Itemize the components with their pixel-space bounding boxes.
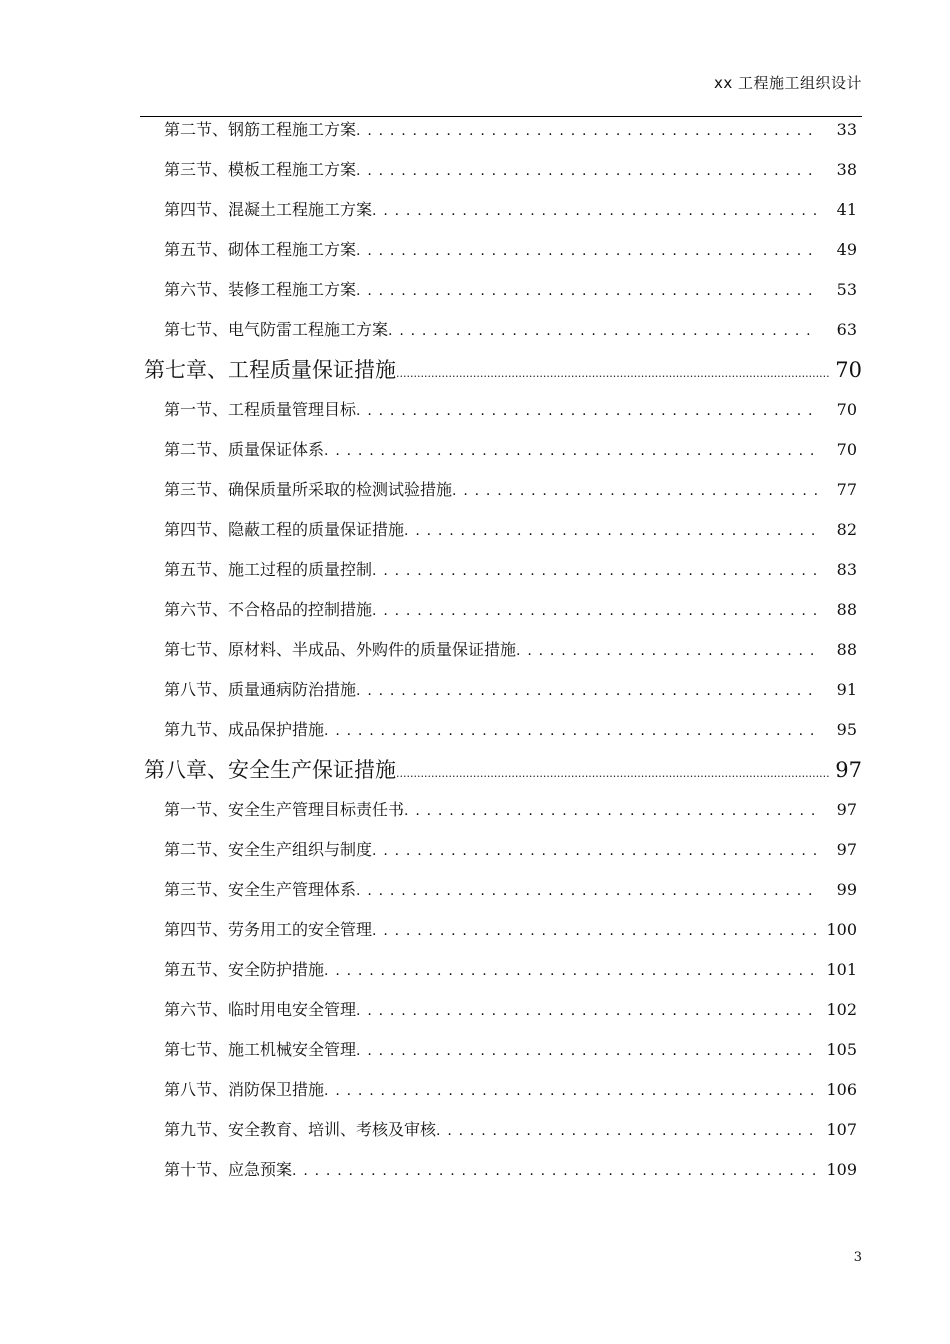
toc-section-entry[interactable]	[144, 675, 862, 715]
toc-entry-label: 第四节、混凝土工程施工方案	[164, 200, 373, 219]
toc-entry-label: 第二节、钢筋工程施工方案	[164, 120, 357, 139]
toc-entry-page: 88	[836, 640, 857, 659]
toc-entry-label: 第八章、安全生产保证措施	[144, 758, 396, 782]
toc-section-entry[interactable]	[144, 555, 862, 595]
toc-entry-page: 83	[836, 560, 857, 579]
toc-dot-leader	[372, 835, 817, 866]
toc-section-entry[interactable]	[144, 955, 862, 995]
toc-entry-page: 106	[826, 1080, 857, 1099]
toc-dot-leader	[388, 315, 817, 346]
toc-dot-leader	[404, 515, 817, 546]
toc-entry-page: 33	[836, 120, 857, 139]
toc-entry-label: 第二节、质量保证体系	[164, 440, 325, 459]
toc-entry-label: 第二节、安全生产组织与制度	[164, 840, 373, 859]
toc-section-entry[interactable]	[144, 195, 862, 235]
toc-entry-label: 第四节、劳务用工的安全管理	[164, 920, 373, 939]
page-number: 3	[853, 1250, 862, 1265]
toc-entry-label: 第三节、安全生产管理体系	[164, 880, 357, 899]
toc-dot-leader	[372, 195, 817, 226]
toc-entry-page: 63	[836, 320, 857, 339]
toc-dot-leader	[356, 1035, 816, 1066]
toc-section-entry[interactable]	[144, 835, 862, 875]
toc-entry-label: 第五节、安全防护措施	[164, 960, 325, 979]
toc-entry-label: 第一节、工程质量管理目标	[164, 400, 357, 419]
toc-section-entry[interactable]	[144, 875, 862, 915]
toc-dot-leader	[292, 1155, 816, 1186]
toc-dot-leader	[324, 955, 816, 986]
toc-entry-page: 101	[826, 960, 857, 979]
toc-dot-leader	[372, 595, 817, 626]
toc-section-entry[interactable]	[144, 635, 862, 675]
toc-entry-page: 41	[836, 200, 857, 219]
toc-dot-leader	[356, 155, 817, 186]
table-of-contents	[144, 115, 862, 1195]
toc-section-entry[interactable]	[144, 115, 862, 155]
toc-entry-page: 49	[836, 240, 857, 259]
toc-entry-label: 第九节、成品保护措施	[164, 720, 325, 739]
toc-dot-leader	[356, 395, 817, 426]
toc-entry-label: 第三节、模板工程施工方案	[164, 160, 357, 179]
toc-dot-leader	[372, 915, 816, 946]
toc-entry-label: 第四节、隐蔽工程的质量保证措施	[164, 520, 405, 539]
toc-section-entry[interactable]	[144, 1155, 862, 1195]
header-title: xx 工程施工组织设计	[713, 74, 862, 92]
toc-entry-page: 53	[836, 280, 857, 299]
toc-dot-leader	[404, 795, 817, 826]
toc-entry-label: 第七章、工程质量保证措施	[144, 358, 396, 382]
toc-entry-label: 第十节、应急预案	[164, 1160, 293, 1179]
toc-entry-label: 第六节、临时用电安全管理	[164, 1000, 357, 1019]
toc-section-entry[interactable]	[144, 1075, 862, 1115]
toc-dot-leader	[356, 675, 817, 706]
toc-entry-page: 95	[836, 720, 857, 739]
toc-section-entry[interactable]	[144, 515, 862, 555]
toc-entry-page: 70	[836, 400, 857, 419]
toc-entry-page: 97	[836, 800, 857, 819]
toc-entry-label: 第七节、原材料、半成品、外购件的质量保证措施	[164, 640, 517, 659]
toc-section-entry[interactable]	[144, 795, 862, 835]
toc-entry-page: 82	[836, 520, 857, 539]
toc-dot-leader	[324, 1075, 816, 1106]
toc-entry-label: 第七节、电气防雷工程施工方案	[164, 320, 389, 339]
toc-chapter-entry[interactable]	[144, 755, 862, 795]
toc-section-entry[interactable]	[144, 395, 862, 435]
toc-entry-label: 第五节、砌体工程施工方案	[164, 240, 357, 259]
toc-dot-leader	[324, 715, 817, 746]
toc-entry-page: 97	[835, 758, 862, 782]
toc-entry-label: 第九节、安全教育、培训、考核及审核	[164, 1120, 437, 1139]
toc-section-entry[interactable]	[144, 275, 862, 315]
toc-dot-leader	[396, 355, 830, 389]
toc-section-entry[interactable]	[144, 235, 862, 275]
toc-entry-label: 第六节、不合格品的控制措施	[164, 600, 373, 619]
toc-entry-page: 77	[836, 480, 857, 499]
toc-entry-label: 第八节、消防保卫措施	[164, 1080, 325, 1099]
toc-dot-leader	[372, 555, 817, 586]
toc-entry-label: 第六节、装修工程施工方案	[164, 280, 357, 299]
toc-entry-page: 100	[826, 920, 857, 939]
toc-section-entry[interactable]	[144, 155, 862, 195]
toc-dot-leader	[452, 475, 817, 506]
toc-entry-page: 97	[836, 840, 857, 859]
toc-dot-leader	[356, 235, 817, 266]
toc-dot-leader	[324, 435, 817, 466]
toc-chapter-entry[interactable]	[144, 355, 862, 395]
toc-section-entry[interactable]	[144, 995, 862, 1035]
toc-entry-page: 88	[836, 600, 857, 619]
toc-entry-page: 107	[826, 1120, 857, 1139]
toc-entry-label: 第八节、质量通病防治措施	[164, 680, 357, 699]
toc-dot-leader	[356, 995, 816, 1026]
toc-section-entry[interactable]	[144, 915, 862, 955]
toc-entry-page: 70	[835, 358, 862, 382]
toc-dot-leader	[356, 115, 817, 146]
toc-section-entry[interactable]	[144, 435, 862, 475]
toc-entry-label: 第三节、确保质量所采取的检测试验措施	[164, 480, 453, 499]
toc-entry-page: 99	[836, 880, 857, 899]
toc-entry-label: 第七节、施工机械安全管理	[164, 1040, 357, 1059]
toc-entry-label: 第五节、施工过程的质量控制	[164, 560, 373, 579]
toc-section-entry[interactable]	[144, 1035, 862, 1075]
toc-entry-page: 105	[826, 1040, 857, 1059]
toc-dot-leader	[356, 875, 817, 906]
toc-dot-leader	[396, 755, 830, 789]
toc-entry-page: 109	[826, 1160, 857, 1179]
toc-section-entry[interactable]	[144, 315, 862, 355]
toc-section-entry[interactable]	[144, 595, 862, 635]
toc-dot-leader	[356, 275, 817, 306]
toc-section-entry[interactable]	[144, 1115, 862, 1155]
toc-dot-leader	[516, 635, 817, 666]
toc-entry-label: 第一节、安全生产管理目标责任书	[164, 800, 405, 819]
toc-entry-page: 70	[836, 440, 857, 459]
toc-section-entry[interactable]	[144, 715, 862, 755]
toc-entry-page: 91	[836, 680, 857, 699]
toc-section-entry[interactable]	[144, 475, 862, 515]
toc-dot-leader	[436, 1115, 816, 1146]
toc-entry-page: 102	[826, 1000, 857, 1019]
toc-entry-page: 38	[836, 160, 857, 179]
